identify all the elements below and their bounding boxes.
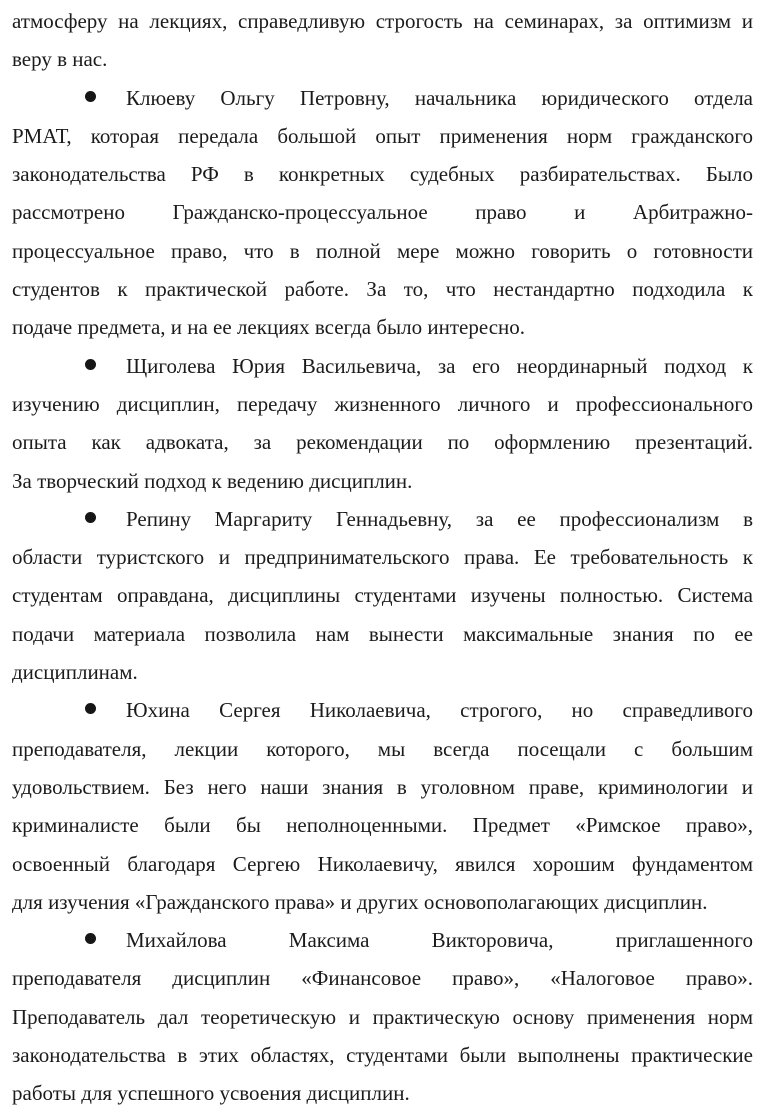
text-line: веру в нас. (12, 47, 108, 72)
paragraph-continuation (12, 2, 753, 79)
paragraph-yukhin (12, 691, 753, 921)
text-line: подаче предмета, и на ее лекциях всегда было интересно. (12, 315, 526, 340)
text-line: преподавателя, лекции которого, мы всегда посещали с большим (12, 736, 753, 761)
text-line: рассмотрено Гражданско-процессуальное право и Арбитражно- (12, 200, 753, 225)
text-line: криминалисте были бы неполноценными. Предмет «Римское право», (12, 813, 753, 838)
text-line (12, 921, 753, 959)
bullet-marker-icon (85, 359, 96, 370)
bullet-gap (96, 946, 126, 947)
document-body (12, 2, 753, 1113)
paragraph-repina (12, 500, 753, 691)
text-line (12, 691, 753, 729)
bullet-first-line-text: Михайлова Максима Викторовича, приглашенного (126, 928, 753, 953)
bullet-first-line-text: Репину Маргариту Геннадьевну, за ее профессионализм в (126, 506, 753, 531)
bullet-gap (96, 716, 126, 717)
bullet-marker-icon (85, 512, 96, 523)
bullet-gap (96, 372, 126, 373)
text-line: студентов к практической работе. За то, что нестандартно подходила к (12, 277, 753, 302)
bullet-first-line-text: Юхина Сергея Николаевича, строгого, но справедливого (126, 698, 753, 723)
bullet-first-line-text: Клюеву Ольгу Петровну, начальника юридического отдела (126, 85, 753, 110)
bullet-marker-icon (85, 933, 96, 944)
bullet-first-line-text: Щиголева Юрия Васильевича, за его неординарный подход к (126, 353, 753, 378)
bullet-marker-icon (85, 91, 96, 102)
text-line: законодательства РФ в конкретных судебных разбирательствах. Было (12, 162, 753, 187)
text-line: работы для успешного усвоения дисциплин. (12, 1081, 410, 1106)
bullet-gap (96, 104, 126, 105)
text-line: преподавателя дисциплин «Финансовое право», «Налоговое право». (12, 966, 753, 991)
text-line: Преподаватель дал теоретическую и практическую основу применения норм (12, 1004, 753, 1029)
text-line: удовольствием. Без него наши знания в уголовном праве, криминологии и (12, 774, 753, 799)
paragraph-klyueva (12, 79, 753, 347)
text-line: процессуальное право, что в полной мере можно говорить о готовности (12, 238, 753, 263)
text-line: За творческий подход к ведению дисциплин. (12, 468, 413, 493)
text-line: опыта как адвоката, за рекомендации по оформлению презентаций. (12, 430, 753, 455)
text-line: подачи материала позволила нам вынести максимальные знания по ее (12, 621, 753, 646)
bullet-gap (96, 525, 126, 526)
text-line: для изучения «Гражданского права» и других основополагающих дисциплин. (12, 889, 708, 914)
text-line: законодательства в этих областях, студентами были выполнены практические (12, 1043, 753, 1068)
text-line: студентам оправдана, дисциплины студентами изучены полностью. Система (12, 583, 753, 608)
text-line (12, 79, 753, 117)
text-line: освоенный благодаря Сергею Николаевичу, явился хорошим фундаментом (12, 851, 753, 876)
paragraph-mikhailov (12, 921, 753, 1112)
text-line: РМАТ, которая передала большой опыт применения норм гражданского (12, 123, 753, 148)
text-line: изучению дисциплин, передачу жизненного личного и профессионального (12, 391, 753, 416)
text-line: области туристского и предпринимательского права. Ее требовательность к (12, 545, 753, 570)
text-line: атмосферу на лекциях, справедливую строгость на семинарах, за оптимизм и (12, 9, 753, 33)
paragraph-shchigolev (12, 347, 753, 500)
text-line (12, 347, 753, 385)
text-line: дисциплинам. (12, 660, 138, 685)
bullet-marker-icon (85, 703, 96, 714)
text-line (12, 500, 753, 538)
